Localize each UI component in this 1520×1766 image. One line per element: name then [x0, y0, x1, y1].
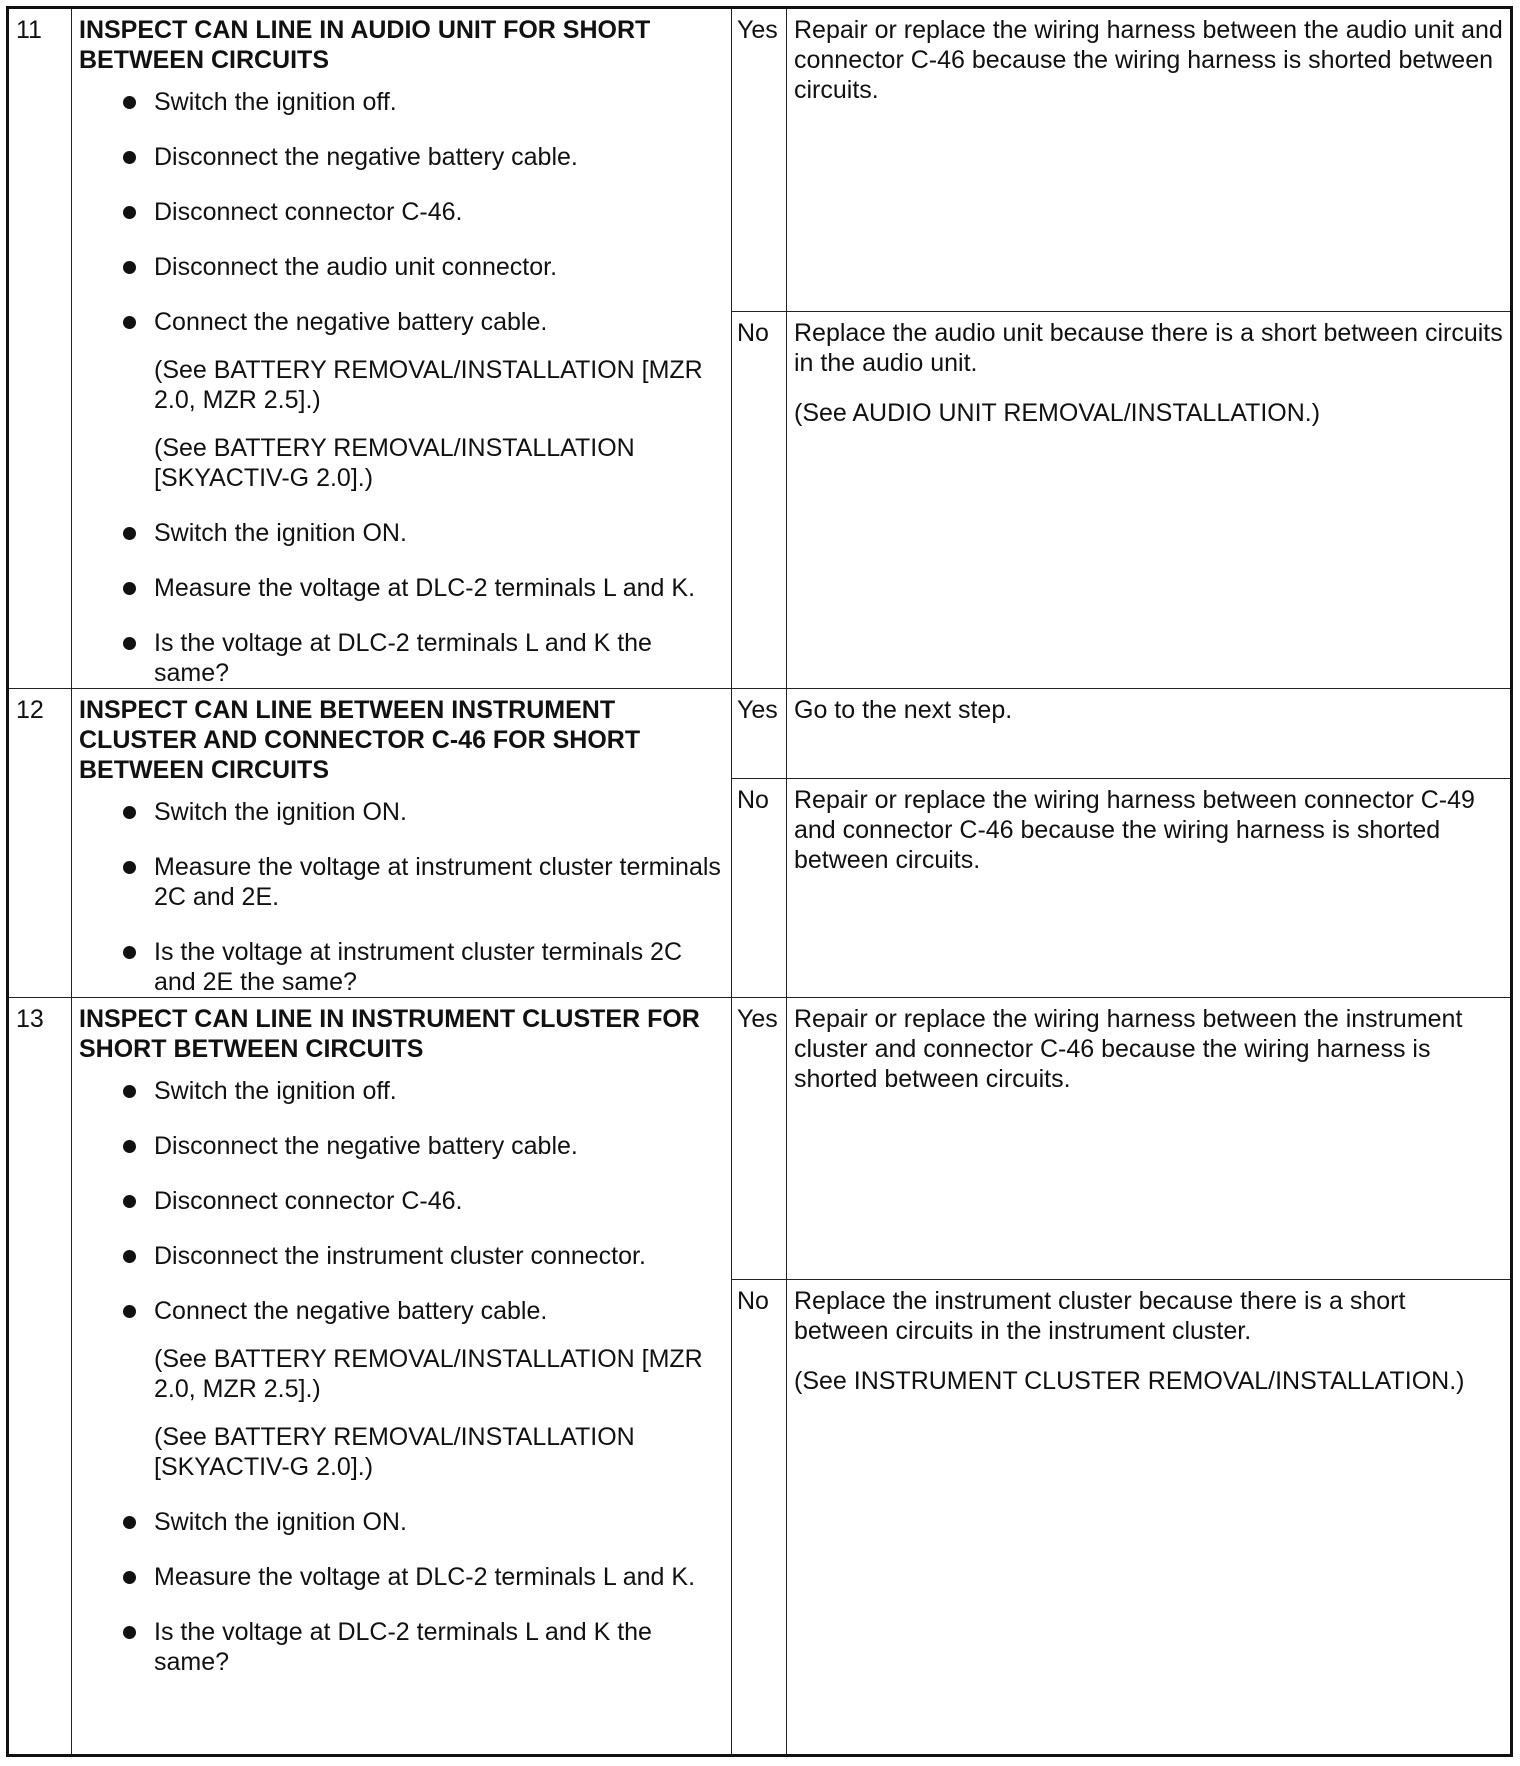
step-12-yes-row — [8, 689, 1512, 779]
bullet-item: Disconnect connector C-46. — [154, 197, 723, 227]
result-no-action — [787, 779, 1512, 998]
reference-note: (See AUDIO UNIT REMOVAL/INSTALLATION.) — [794, 398, 1321, 427]
result-yes-label: Yes — [732, 8, 787, 312]
reference-note: (See BATTERY REMOVAL/INSTALLATION [MZR 2.0, MZR 2.5].) — [154, 356, 703, 414]
action-text: Repair or replace the wiring harness between the instrument cluster and connector C-46 because the wiring harness is shorted between circuits. — [794, 1005, 1463, 1093]
result-yes-action — [787, 998, 1512, 1280]
reference-note: (See BATTERY REMOVAL/INSTALLATION [SKYACTIV-G 2.0].) — [154, 1423, 635, 1481]
step-inspection — [72, 998, 732, 1756]
result-no-label: No — [732, 311, 787, 688]
bullet-item: Is the voltage at DLC-2 terminals L and K the same? — [154, 628, 723, 688]
bullet-item: Measure the voltage at instrument cluster terminals 2C and 2E. — [154, 852, 723, 912]
result-yes-label: Yes — [732, 998, 787, 1280]
bullet-item: Disconnect the instrument cluster connector. — [154, 1241, 723, 1271]
bullet-item: Disconnect the audio unit connector. — [154, 252, 723, 282]
step-bullet-list — [79, 797, 723, 997]
bullet-item — [154, 1296, 723, 1482]
action-text: Repair or replace the wiring harness between the audio unit and connector C-46 because the wiring harness is shorted between circuits. — [794, 16, 1503, 104]
bullet-item: Switch the ignition ON. — [154, 1507, 723, 1537]
step-bullet-list — [79, 87, 723, 688]
step-11-yes-row — [8, 8, 1512, 312]
result-no-action — [787, 1280, 1512, 1756]
step-number: 13 — [8, 998, 72, 1756]
bullet-text: Connect the negative battery cable. — [154, 308, 548, 336]
result-yes-label: Yes — [732, 689, 787, 779]
step-13-yes-row — [8, 998, 1512, 1280]
step-inspection — [72, 8, 732, 689]
bullet-item: Disconnect the negative battery cable. — [154, 1131, 723, 1161]
bullet-text: Connect the negative battery cable. — [154, 1297, 548, 1325]
step-number: 11 — [8, 8, 72, 689]
bullet-item: Switch the ignition ON. — [154, 518, 723, 548]
action-text: Repair or replace the wiring harness between connector C-49 and connector C-46 because the wiring harness is shorted between circuits. — [794, 786, 1475, 875]
result-yes-action — [787, 8, 1512, 312]
reference-note: (See INSTRUMENT CLUSTER REMOVAL/INSTALLATION.) — [794, 1367, 1465, 1395]
bullet-item: Disconnect the negative battery cable. — [154, 142, 723, 172]
bullet-item: Switch the ignition ON. — [154, 797, 723, 827]
action-text: Replace the instrument cluster because there is a short between circuits in the instrument cluster. — [794, 1287, 1406, 1345]
result-no-label: No — [732, 1280, 787, 1756]
bullet-item: Switch the ignition off. — [154, 1076, 723, 1106]
bullet-item: Is the voltage at instrument cluster terminals 2C and 2E the same? — [154, 937, 723, 997]
bullet-item: Switch the ignition off. — [154, 87, 723, 117]
step-bullet-list — [79, 1076, 723, 1677]
result-no-action — [787, 311, 1512, 688]
step-inspection — [72, 689, 732, 998]
bullet-item: Measure the voltage at DLC-2 terminals L and K. — [154, 573, 723, 603]
result-yes-action — [787, 689, 1512, 779]
bullet-item: Is the voltage at DLC-2 terminals L and K the same? — [154, 1617, 723, 1677]
diagnostic-procedure-sheet — [6, 6, 1513, 1757]
action-text: Go to the next step. — [794, 696, 1013, 724]
step-number: 12 — [8, 689, 72, 998]
step-title: INSPECT CAN LINE IN AUDIO UNIT FOR SHORT BETWEEN CIRCUITS — [79, 16, 651, 74]
bullet-item: Measure the voltage at DLC-2 terminals L and K. — [154, 1562, 723, 1592]
step-title: INSPECT CAN LINE BETWEEN INSTRUMENT CLUSTER AND CONNECTOR C-46 FOR SHORT BETWEEN CIRCUITS — [79, 696, 641, 784]
reference-note: (See BATTERY REMOVAL/INSTALLATION [MZR 2.0, MZR 2.5].) — [154, 1345, 703, 1403]
step-title: INSPECT CAN LINE IN INSTRUMENT CLUSTER FOR SHORT BETWEEN CIRCUITS — [79, 1005, 700, 1063]
action-text: Replace the audio unit because there is a short between circuits in the audio unit. — [794, 318, 1503, 377]
reference-note: (See BATTERY REMOVAL/INSTALLATION [SKYACTIV-G 2.0].) — [154, 434, 635, 492]
bullet-item: Disconnect connector C-46. — [154, 1186, 723, 1216]
bullet-item — [154, 307, 723, 493]
diagnostic-steps-table — [6, 6, 1513, 1757]
result-no-label: No — [732, 779, 787, 998]
